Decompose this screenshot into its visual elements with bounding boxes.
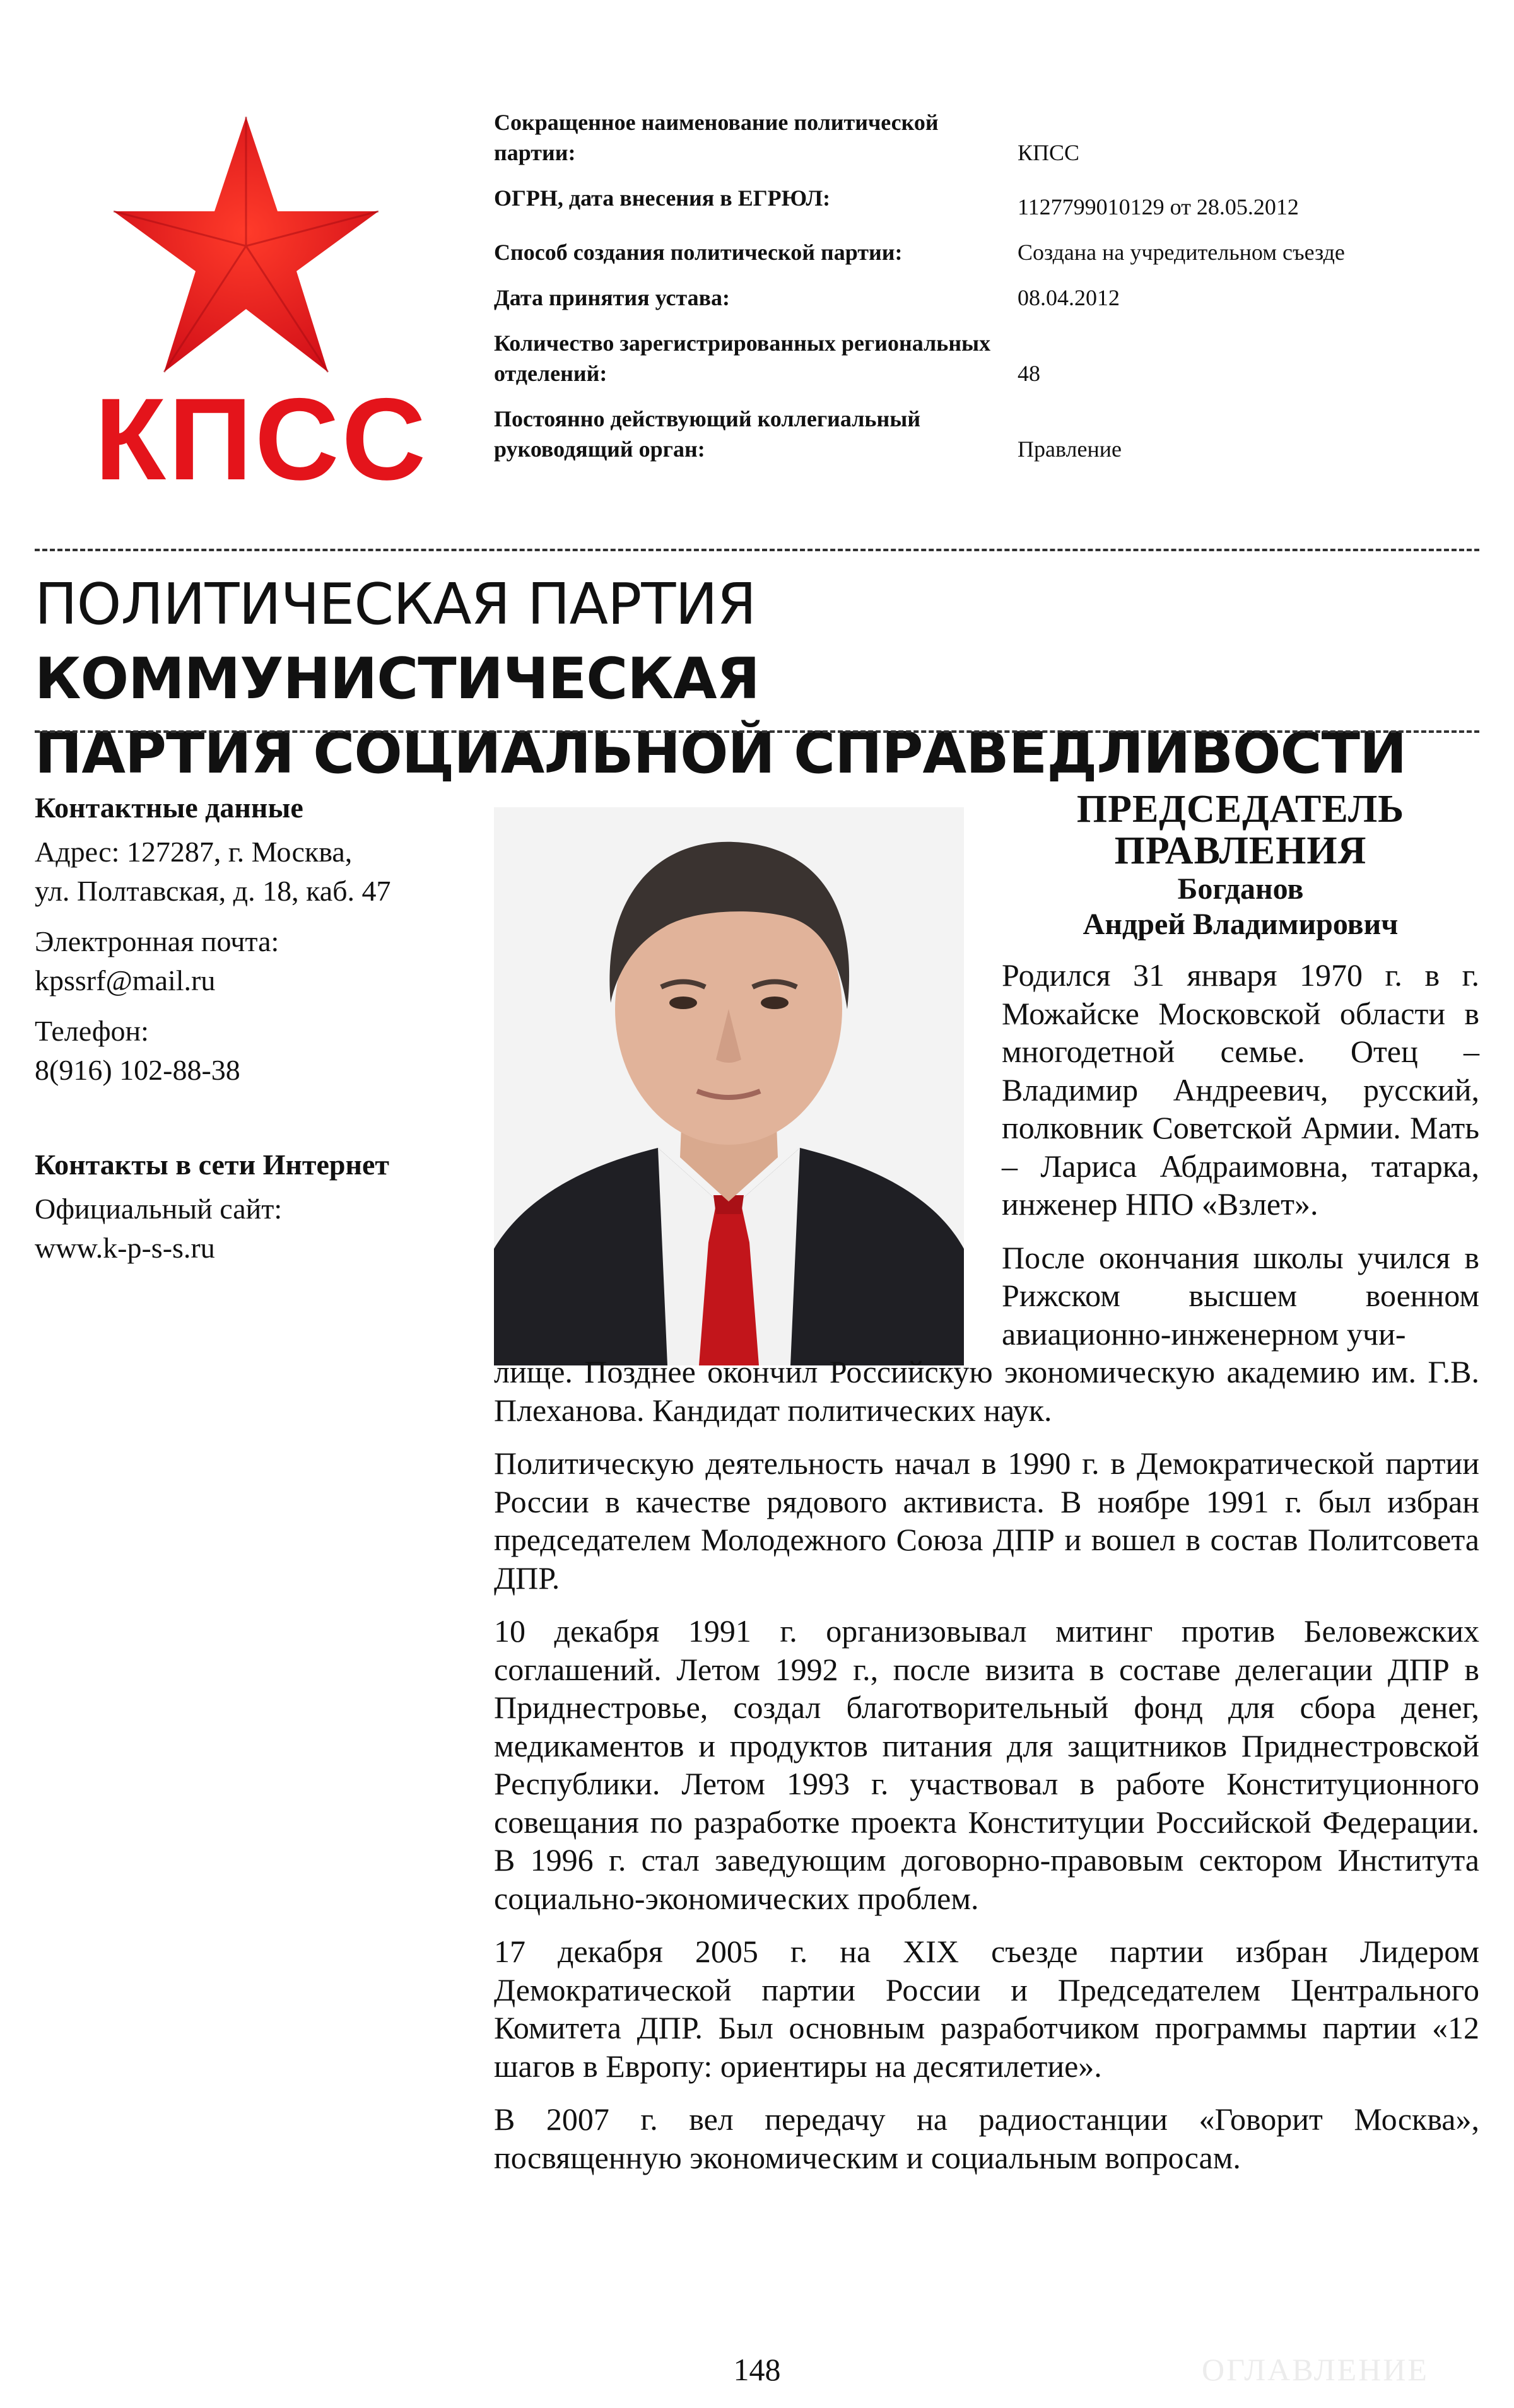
divider <box>35 730 1479 733</box>
info-row <box>494 283 1364 313</box>
info-row <box>494 328 1364 389</box>
site-link[interactable]: www.k-p-s-s.ru <box>35 1232 215 1264</box>
bio-paragraph: В 2007 г. вел передачу на радиостанции «Говорит Москва», посвященную экономическим и социальным вопросам. <box>494 2101 1479 2175</box>
leader-header <box>1002 788 1479 942</box>
leader-biography <box>494 788 1479 2192</box>
address-line: ул. Полтавская, д. 18, каб. 47 <box>35 875 391 907</box>
title-prefix: ПОЛИТИЧЕСКАЯ ПАРТИЯ <box>35 571 756 638</box>
bio-paragraph: После окончания школы учился в Рижском высшем военном авиационно-инженерном учи- <box>1002 1239 1479 1352</box>
info-label: Постоянно действующий коллегиальный руководящий орган: <box>494 406 921 462</box>
contacts-heading: Контактные данные <box>35 792 303 824</box>
contents-link[interactable]: ОГЛАВЛЕНИЕ <box>1202 2352 1429 2387</box>
info-label: Количество зарегистрированных региональных отделений: <box>494 330 991 386</box>
internet-heading: Контакты в сети Интернет <box>35 1148 389 1181</box>
title-name-line1: КОММУНИСТИЧЕСКАЯ <box>35 646 760 712</box>
registration-info <box>494 107 1364 479</box>
red-star-icon <box>110 117 382 375</box>
info-label: Дата принятия устава: <box>494 285 731 310</box>
info-value: Создана на учредительном съезде <box>1018 240 1345 265</box>
email-block <box>35 922 464 1000</box>
info-label: Способ создания политической партии: <box>494 240 903 265</box>
info-value: 08.04.2012 <box>1018 285 1120 310</box>
bio-paragraph: Политическую деятельность начал в 1990 г. в Демократической партии России в качестве рядового активиста. В ноябре 1991 г. был избран председателем Молодежного Союза ДПР и вошел в состав Политсовета ДПР. <box>494 1446 1479 1596</box>
info-row <box>494 107 1364 168</box>
bio-paragraph: 17 декабря 2005 г. на XIX съезде партии избран Лидером Демократической партии России и Председателем Центрального Комитета ДПР. Был основным разработчиком программы партии «12 шагов в Европу: ориентиры на десятилетие». <box>494 1934 1479 2084</box>
party-logo <box>95 117 429 505</box>
bio-paragraph: Родился 31 января 1970 г. в г. Можайске Московской области в многодетной семье. Отец – Владимир Андреевич, русский, полковник Советской Армии. Мать – Лариса Абдраимовна, татарка, инженер НПО «Взлет». <box>1002 957 1479 1222</box>
page-number: 148 <box>733 2352 781 2387</box>
divider <box>35 549 1479 551</box>
bio-text <box>494 956 1479 2177</box>
phone-block <box>35 1012 464 1090</box>
leader-surname: Богданов <box>1177 872 1304 906</box>
contacts-section <box>35 788 464 1279</box>
address <box>35 833 464 911</box>
phone-label: Телефон: <box>35 1015 149 1047</box>
email-label: Электронная почта: <box>35 925 279 957</box>
phone-value: 8(916) 102-88-38 <box>35 1054 240 1086</box>
leader-given-names: Андрей Владимирович <box>1083 908 1399 941</box>
email-value: kpssrf@mail.ru <box>35 964 216 997</box>
info-value: КПСС <box>1018 140 1080 165</box>
site-block <box>35 1189 464 1268</box>
site-label: Официальный сайт: <box>35 1193 283 1225</box>
info-row <box>494 183 1364 222</box>
bio-paragraph: 10 декабря 1991 г. организовывал митинг против Беловежских соглашений. Летом 1992 г., после визита в составе делегации ДПР в Приднестровье, создал благотворительный фонд для сбора денег, медикаментов и продуктов питания для защитников Приднестровской Республики. Летом 1993 г. участвовал в работе Конституционного совещания по разработке проекта Конституции Российской Федерации. В 1996 г. стал заведующим договорно-правовым сектором Института социально-экономических проблем. <box>494 1613 1479 1916</box>
info-value: 48 <box>1018 361 1040 386</box>
info-label: Сокращенное наименование политической партии: <box>494 110 939 165</box>
party-title <box>35 568 1486 791</box>
info-value: 1127799010129 от 28.05.2012 <box>1018 194 1299 219</box>
address-line: Адрес: 127287, г. Москва, <box>35 836 353 868</box>
info-row <box>494 404 1364 464</box>
logo-text: КПСС <box>95 375 429 505</box>
title-name-line2: ПАРТИЯ СОЦИАЛЬНОЙ СПРАВЕДЛИВОСТИ <box>35 720 1407 786</box>
leader-role: ПРАВЛЕНИЯ <box>1114 829 1367 872</box>
info-value: Правление <box>1018 436 1122 462</box>
leader-role: ПРЕДСЕДАТЕЛЬ <box>1076 788 1405 831</box>
bio-paragraph: лище. Позднее окончил Российскую экономическую академию им. Г.В. Плеханова. Кандидат политических наук. <box>494 1354 1479 1428</box>
info-label: ОГРН, дата внесения в ЕГРЮЛ: <box>494 185 831 211</box>
info-row <box>494 237 1364 267</box>
